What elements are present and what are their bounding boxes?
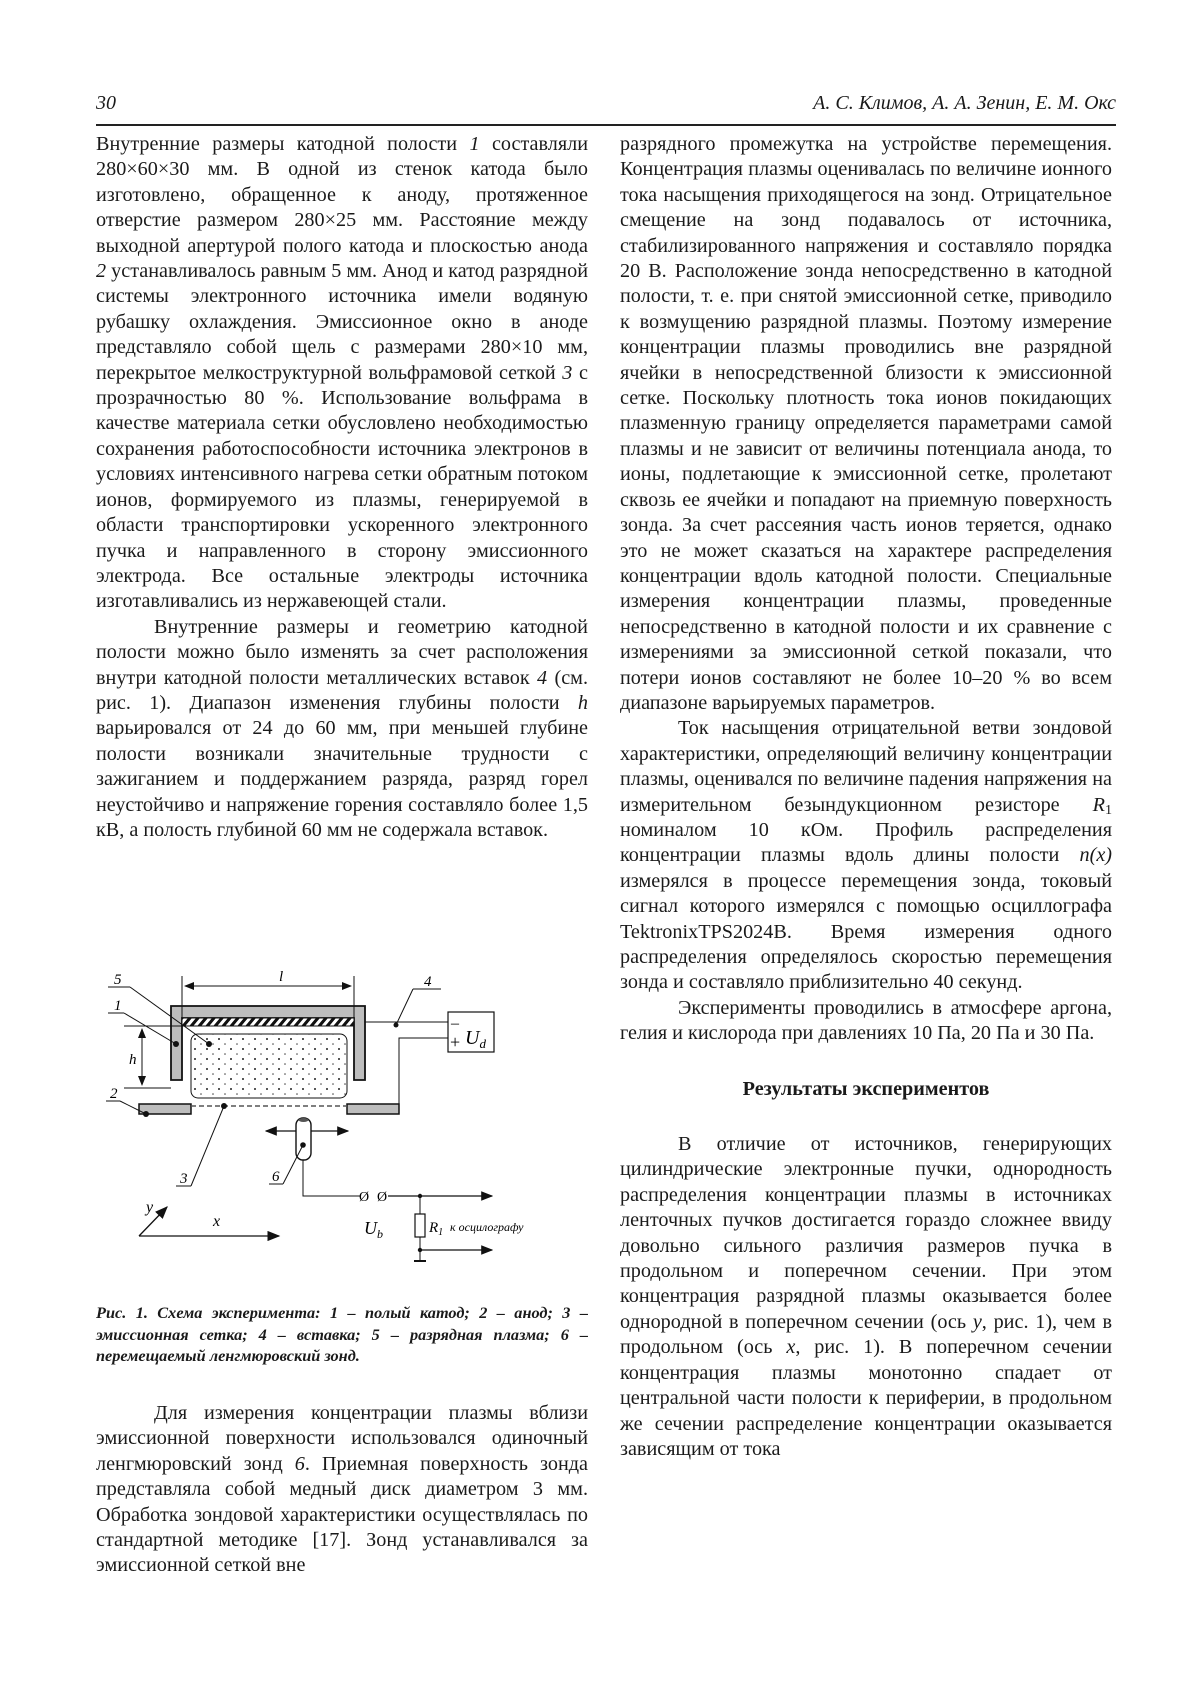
axis-y-label: y — [146, 1199, 154, 1216]
axis-x-label: x — [213, 1213, 221, 1230]
header-rule — [96, 124, 1116, 126]
label-r1: $R_1$ — [429, 1220, 444, 1238]
label-oscillograph: к осцилографу — [450, 1220, 524, 1234]
label-ub: $U_b$ — [364, 1218, 383, 1241]
figure-experiment-scheme — [96, 956, 596, 1276]
supply-plus: + — [450, 1032, 461, 1052]
figure-caption: Рис. 1. Схема эксперимента: 1 – полый катод; 2 – анод; 3 – эмиссионная сетка; 4 – вставка; 5 – разрядная плазма; 6 – перемещаемый ленгмюровский зонд. — [96, 1303, 588, 1365]
supply-minus: – — [451, 1015, 459, 1032]
label-4: 4 — [424, 974, 432, 990]
label-1: 1 — [114, 998, 122, 1014]
paragraph-results: В отличие от источников, генерирующих цилиндрические электронные пучки, однородность распределения концентрации плазмы в источниках ленточных пучков достигается гораздо сложнее ввиду довольно сильного различия размеров пучка в продольном и поперечном сечении. При этом концентрация разрядной плазмы оказывается более однородной в поперечном сечении (ось y, рис. 1), чем в продольном (ось x, рис. 1). В поперечном сечении концентрация плазмы монотонно спадает от центральной части полости к периферии, в продольном же сечении распределение концентрации оказывается зависящим от тока — [620, 1133, 1112, 1460]
resistor-r1 — [415, 1214, 425, 1237]
running-header — [96, 92, 1116, 118]
label-ud: $U_d$ — [465, 1027, 486, 1051]
left-column-top — [96, 132, 588, 843]
experiment-diagram — [96, 956, 596, 1276]
label-6: 6 — [272, 1169, 280, 1185]
paragraph-saturation-current: Ток насыщения отрицательной ветви зондовой характеристики, определяющий величину концентрации плазмы, оценивался по величине падения напряжения на измерительном безындукционном резисторе $R_1$ номиналом 10 кОм. Профиль распределения концентрации плазмы вдоль длины полости n(x) измерялся в процессе перемещения зонда, токовый сигнал которого измерялся с помощью осциллографа TektronixTPS2024B. Время измерения одного распределения определялось скоростью перемещения зонда и составляло приблизительно 40 секунд. — [620, 717, 1112, 994]
paragraph-cavity-dimensions: Внутренние размеры катодной полости 1 составляли 280×60×30 мм. В одной из стенок катода было изготовлено, обращенное к аноду, протяженное отверстие размером 280×25 мм. Расстояние между выходной апертурой полого катода и плоскостью анода 2 устанавливалось равным 5 мм. Анод и катод разрядной системы электронного источника имели водяную рубашку охлаждения. Эмиссионное окно в аноде представляло собой щель с размерами 280×10 мм, перекрытое мелкоструктурной вольфрамовой сеткой 3 с прозрачностью 80 %. Использование вольфрама в качестве материала сетки обусловлено необходимостью сохранения работоспособности источника электронов в условиях интенсивного нагрева сетки обратным потоком ионов, формируемого из плазмы, генерируемой в области транспортировки ускоренного электронного пучка и направленного в сторону эмиссионного электрода. Все остальные электроды источника изготавливались из нержавеющей стали. — [96, 133, 588, 613]
right-column — [620, 132, 1112, 1462]
label-l: l — [279, 969, 284, 985]
label-3: 3 — [180, 1171, 188, 1187]
terminal-left: Ø — [359, 1190, 370, 1205]
anode-right — [347, 1104, 399, 1114]
terminal-right: Ø — [377, 1190, 388, 1205]
paragraph-probe-continued: разрядного промежутка на устройстве перемещения. Концентрация плазмы оценивалась по величине ионного тока насыщения приходящегося на зонд. Отрицательное смещение на зонд подавалось от источника, стабилизированного напряжения и составляло порядка 20 В. Расположение зонда непосредственно в катодной полости, т. е. при снятой эмиссионной сетке, приводило к возмущению разрядной плазмы. Поэтому измерение концентрации плазмы проводились вне разрядной ячейки в непосредственной близости к эмиссионной сетке. Поскольку плотность тока ионов покидающих плазменную границу определяется параметрами самой плазмы и не зависит от величины потенциала анода, то ионы, подлетающие к эмиссионной сетке, пролетают сквозь ее ячейки и попадают на приемную поверхность зонда. За счет рассеяния часть ионов теряется, однако это не может сказаться на характере распределения концентрации вдоль катодной полости. Специальные измерения концентрации плазмы, проведенные непосредственно в катодной полости и их сравнение с измерениями за эмиссионной сеткой показали, что потери ионов составляют не более 10–20 % во всем диапазоне варьируемых параметров. — [620, 133, 1112, 714]
paragraph-gases: Эксперименты проводились в атмосфере аргона, гелия и кислорода при давлениях 10 Па, 20 Па и 30 Па. — [620, 996, 1112, 1045]
insert — [182, 1018, 354, 1026]
discharge-plasma — [191, 1034, 347, 1098]
label-2: 2 — [110, 1086, 118, 1102]
paragraph-probe: Для измерения концентрации плазмы вблизи эмиссионной поверхности использовался одиночный ленгмюровский зонд 6. Приемная поверхность зонда представляла собой медный диск диаметром 3 мм. Обработка зондовой характеристики осуществлялась по стандартной методике [17]. Зонд устанавливался за эмиссионной сеткой вне — [96, 1402, 588, 1577]
label-h: h — [129, 1052, 137, 1068]
left-column-bottom — [96, 1401, 588, 1579]
section-title-results: Результаты экспериментов — [742, 1077, 990, 1100]
page-number: 30 — [96, 92, 116, 114]
running-head-authors: А. С. Климов, А. А. Зенин, Е. М. Окс — [813, 92, 1116, 114]
paragraph-cavity-geometry: Внутренние размеры и геометрию катодной полости можно было изменять за счет расположения внутри катодной полости металлических вставок 4 (см. рис. 1). Диапазон изменения глубины полости h варьировался от 24 до 60 мм, при меньшей глубине полости возникали значительные трудности с зажиганием и поддержанием разряда, разряд горел неустойчиво и напряжение горения составляло более 1,5 кВ, а полость глубиной 60 мм не содержала вставок. — [96, 615, 588, 841]
label-5: 5 — [114, 972, 122, 988]
